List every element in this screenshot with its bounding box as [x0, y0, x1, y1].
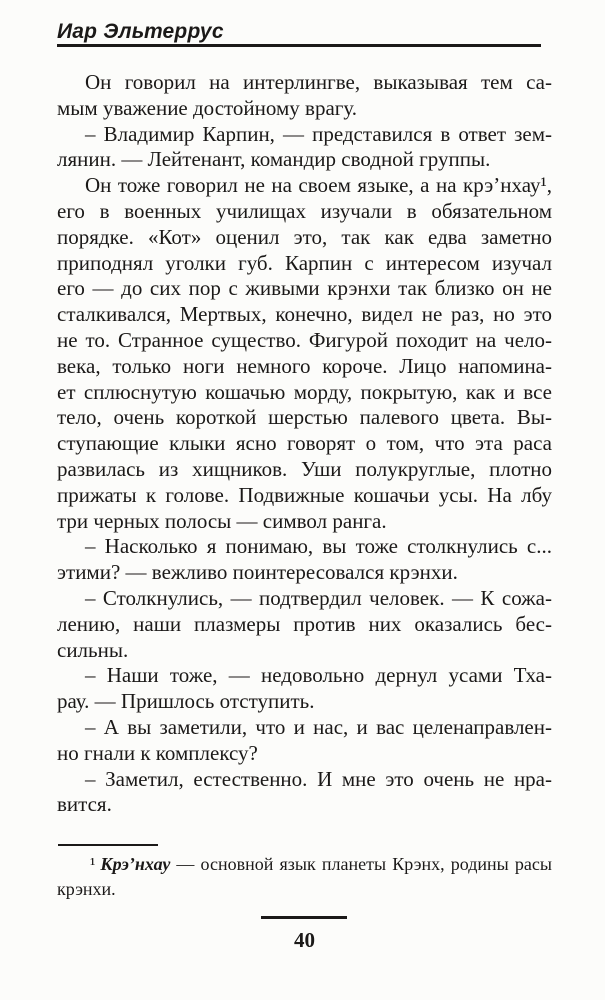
footnote-separator-rule: [58, 844, 158, 846]
text-line: три черных полосы — символ ранга.: [57, 508, 387, 533]
text-line: рау. — Пришлось отступить.: [57, 689, 315, 714]
text-line: Он говорил на интерлингве, выказывая тем са-: [85, 70, 552, 94]
text-line: Он тоже говорил не на своем языке, а на крэ’нхау¹,: [85, 173, 552, 198]
text-line: приподнял уголки губ. Карпин с интересом изучал: [57, 250, 552, 275]
text-line: века, только ноги немного короче. Лицо напомина-: [57, 353, 552, 378]
footnote-term: Крэ’нхау: [100, 854, 171, 874]
body-text: [57, 70, 552, 818]
text-line: мым уважение достойному врагу.: [57, 95, 358, 120]
text-line: – Наши тоже, — недовольно дернул усами Тха-: [85, 663, 552, 688]
text-line: развилась из хищников. Уши полукруглые, плотно: [57, 456, 552, 481]
text-line: лянин. — Лейтенант, командир сводной группы.: [57, 147, 491, 172]
text-line: его — до сих пор с живыми крэнхи так близко он не: [57, 276, 552, 301]
text-line: этими? — вежливо поинтересовался крэнхи.: [57, 560, 458, 585]
text-line: тело, очень короткой шерстью палевого цвета. Вы-: [57, 405, 552, 430]
text-line: сталкивался, Мертвых, конечно, видел не раз, но это: [57, 302, 552, 327]
text-line: порядке. «Кот» оценил это, так как едва заметно: [57, 224, 552, 249]
text-line: – Насколько я понимаю, вы тоже столкнулись с...: [85, 534, 552, 559]
page-number: 40: [294, 928, 315, 952]
text-line: не то. Странное существо. Фигурой походит на чело-: [57, 327, 552, 352]
text-line: но гнали к комплексу?: [57, 740, 258, 765]
footnote-marker: ¹: [90, 854, 96, 874]
text-line: ет сплюснутую кошачью морду, покрытую, как и все: [57, 379, 552, 404]
footnote: [57, 852, 552, 902]
text-line: ступающие клыки ясно говорят о том, что эта раса: [57, 431, 552, 456]
running-head-author: Иар Эльтеррус: [57, 20, 224, 43]
text-line: его в военных училищах изучали в обязательном: [57, 198, 552, 223]
text-line: прижаты к голове. Подвижные кошачьи усы. На лбу: [57, 482, 552, 507]
text-line: вится.: [57, 792, 112, 817]
text-line: – Столкнулись, — подтвердил человек. — К сожа-: [85, 585, 552, 610]
text-line: лению, наши плазмеры против них оказались бес-: [57, 611, 552, 636]
text-line: – А вы заметили, что и нас, и вас целенаправлен-: [85, 714, 552, 739]
text-line: сильны.: [57, 637, 129, 662]
page-number-rule: [261, 916, 347, 919]
footnote-text: — основной язык планеты Крэнх, родины расы крэнхи.: [57, 854, 552, 899]
text-line: – Владимир Карпин, — представился в ответ зем-: [85, 121, 552, 146]
header-rule: [57, 44, 541, 47]
text-line: – Заметил, естественно. И мне это очень не нра-: [85, 766, 552, 791]
